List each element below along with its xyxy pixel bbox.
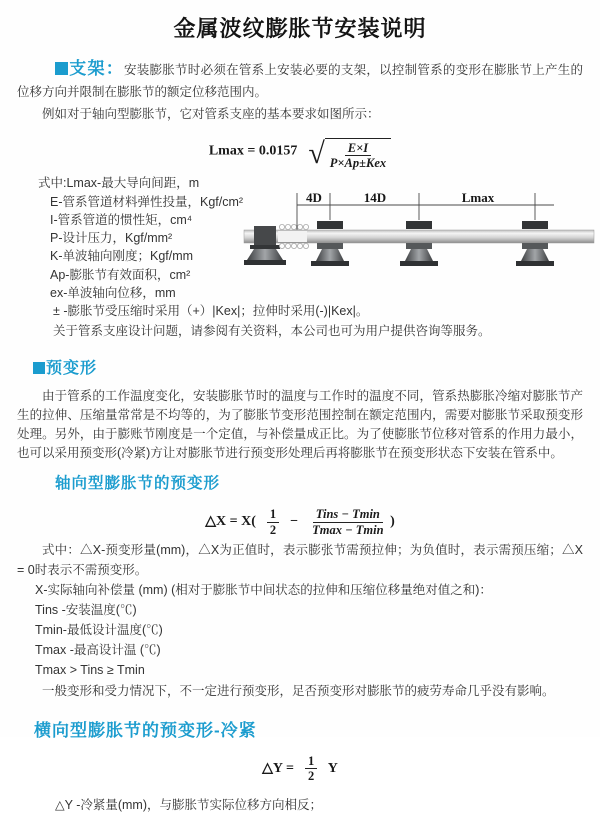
radical-sign: √ [308, 136, 325, 170]
formula-lmax-denominator: P×Ap±Kex [329, 155, 387, 170]
dim-label-14d: 14D [363, 190, 387, 205]
definition-item: E-管系管道材料弹性投量，Kgf/cm² [50, 194, 244, 209]
dim-label-lmax: Lmax [461, 190, 495, 205]
radical-vinculum [325, 138, 391, 171]
definition-item: I-管系管道的惯性矩，cm⁴ [50, 212, 193, 227]
temperature-fraction: $\frac{\text{Tins − Tmin}}{Tmax - Tmin}$ [312, 507, 384, 537]
page-title: 金属波纹膨胀节安装说明 [173, 16, 427, 41]
where-head-line: 式中:Lmax-最大导向间距，m [38, 176, 200, 191]
temp-def-line: Tmax -最高设计温 (℃) [35, 643, 161, 658]
consult-note: 关于管系支座设计问题，请参阅有关资料，本公司也可为用户提供咨询等服务。 [53, 323, 491, 338]
axial-where-line: 式中：△X-预变形量(mm)，△X为正值时，表示膨张节需预拉伸；为负值时，表示需预压缩；△X = 0时表示不需预变形。 [17, 543, 583, 577]
definition-item: P-设计压力，Kgf/mm² [50, 231, 173, 246]
definition-item: K-单波轴向刚度；Kgf/mm [50, 249, 194, 264]
formula-lateral-lhs: △Y = [262, 760, 294, 776]
support-section-heading [55, 59, 124, 78]
section-bullet-icon [55, 62, 68, 75]
formula-axial-lhs: △X = X( [205, 514, 256, 530]
axial-note-line: 一般变形和受力情况下，不一定进行预变形，足否预变形对膨胀节的疲劳寿命几乎没有影响。 [42, 684, 555, 699]
minus-sign: − [290, 514, 299, 530]
temp-def-line: Tmin-最低设计温度(℃) [35, 623, 163, 638]
guide-support [311, 221, 349, 266]
section-bullet-icon [33, 362, 45, 374]
dim-label-4d: 4D [306, 190, 322, 205]
temp-def-line: Tmax > Tins ≥ Tmin [35, 663, 145, 678]
support-example-line: 例如对于轴向型膨胀节，它对管系支座的基本要求如图所示： [42, 107, 380, 121]
formula-lateral-rhs: Y [327, 760, 338, 776]
definition-item: ex-单波轴向位移，mm [50, 286, 176, 301]
lateral-subheading: 横向型膨胀节的预变形-冷紧 [34, 720, 257, 740]
lateral-note-line: △Y -冷紧量(mm)，与膨胀节实际位移方向相反； [55, 798, 323, 813]
formula-lateral [0, 754, 600, 784]
axial-x-definition: X-实际轴向补偿量 (mm) (相对于膨胀节中间状态的拉伸和压缩位移量绝对值之和)： [35, 583, 492, 598]
one-half-fraction: $\frac{1}{2}$ [267, 507, 279, 537]
axial-subheading: 轴向型膨胀节的预变形 [55, 475, 221, 493]
dimension-labels [306, 190, 495, 205]
support-intro-paragraph [17, 58, 583, 103]
predeform-heading-line [17, 358, 583, 381]
formula-axial-rhs: ) [390, 514, 395, 530]
plus-minus-note: ± -膨胀节受压缩时采用（+）|Kex|；拉伸时采用(-)|Kex|。 [53, 304, 369, 319]
support-intro-text: 安装膨胀节时必须在管系上安装必要的支架，以控制管系的变形在膨胀节上产生的位移方向并限制在膨胀节的额定位移范围内。 [17, 63, 583, 99]
one-half-fraction: $\frac{1}{2}$ [305, 754, 317, 784]
formula-lmax-numerator: E×I [345, 141, 371, 156]
support-heading-label: 支架： [69, 59, 125, 78]
definition-item: Ap-膨胀节有效面积，cm² [50, 267, 191, 282]
formula-lmax [0, 135, 600, 168]
formula-lmax-lhs: Lmax = 0.0157 [208, 143, 298, 159]
predeform-heading-label: 预变形 [46, 359, 98, 377]
predeform-paragraph: 由于管系的工作温度变化，安装膨胀节时的温度与工作时的温度不同，管系热膨胀冷缩对膨胀节产生的拉伸、压缩量常常是不均等的，为了膨胀节变形范围控制在额定范围内，需要对膨胀节采取预变形处理。另外，由于膨账节刚度是一个定值，与补偿量成正比。为了使膨胀节位移对管系的作用力最小，也可以采用预变形(冷紧)方让对膨胀节进行预变形处理后再将膨胀节在预变形状态下安装在管系中。 [17, 389, 583, 461]
predeform-section-heading [33, 360, 97, 377]
axial-definitions [17, 541, 583, 702]
guide-support [400, 221, 438, 266]
guide-support [516, 221, 554, 266]
bellows-icon [278, 224, 309, 248]
formula-axial [0, 507, 600, 537]
temp-def-line: Tins -安装温度(℃) [35, 603, 137, 618]
pipe-support-diagram [242, 190, 598, 292]
